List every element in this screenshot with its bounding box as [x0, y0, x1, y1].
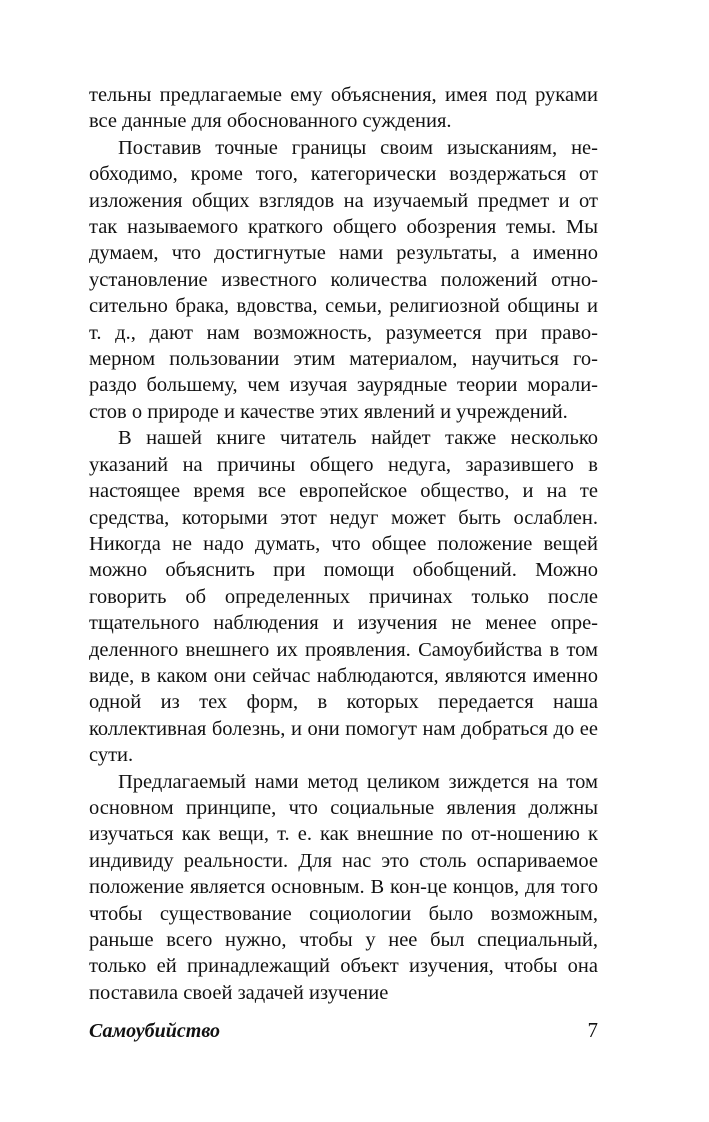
page-body	[89, 82, 598, 1006]
paragraph-4: Предлагаемый нами метод целиком зиждется на том основном принципе, что социальные явления должны изучаться как вещи, т. е. как внешние по от-ношению к индивиду реальности. Для нас это столь оспариваемое положение является основным. В кон-це концов, для того чтобы существование социологии было возможным, раньше всего нужно, чтобы у нее был специальный, только ей принадлежащий объект изучения, чтобы она поставила своей задачей изучение	[89, 770, 598, 1004]
paragraph-2: Поставив точные границы своим изысканиям, не-обходимо, кроме того, категорически воздержаться от изложения общих взглядов на изучаемый предмет и от так называемого краткого общего обозрения темы. Мы думаем, что достигнутые нами результаты, а именно установление известного количества положений отно-сительно брака, вдовства, семьи, религиозной общины и т. д., дают нам возможность, разумеется при право-мерном пользовании этим материалом, научиться го-раздо большему, чем изучая заурядные теории морали-стов о природе и качестве этих явлений и учреждений.	[89, 136, 598, 423]
running-title: Самоубийство	[89, 1020, 220, 1042]
page-footer	[89, 1018, 598, 1043]
paragraph-3: В нашей книге читатель найдет также несколько указаний на причины общего недуга, заразившего в настоящее время все европейское общество, и на те средства, которыми этот недуг может быть ослаблен. Никогда не надо думать, что общее положение вещей можно объяснить при помощи обобщений. Можно говорить об определенных причинах только после тщательного наблюдения и изучения не менее опре-деленного внешнего их проявления. Самоубийства в том виде, в каком они сейчас наблюдаются, являются именно одной из тех форм, в которых передается наша коллективная болезнь, и они помогут нам добраться до ее сути.	[89, 427, 598, 767]
paragraph-1: тельны предлагаемые ему объяснения, имея под руками все данные для обоснованного суждения.	[89, 84, 598, 133]
page-number: 7	[587, 1018, 598, 1042]
